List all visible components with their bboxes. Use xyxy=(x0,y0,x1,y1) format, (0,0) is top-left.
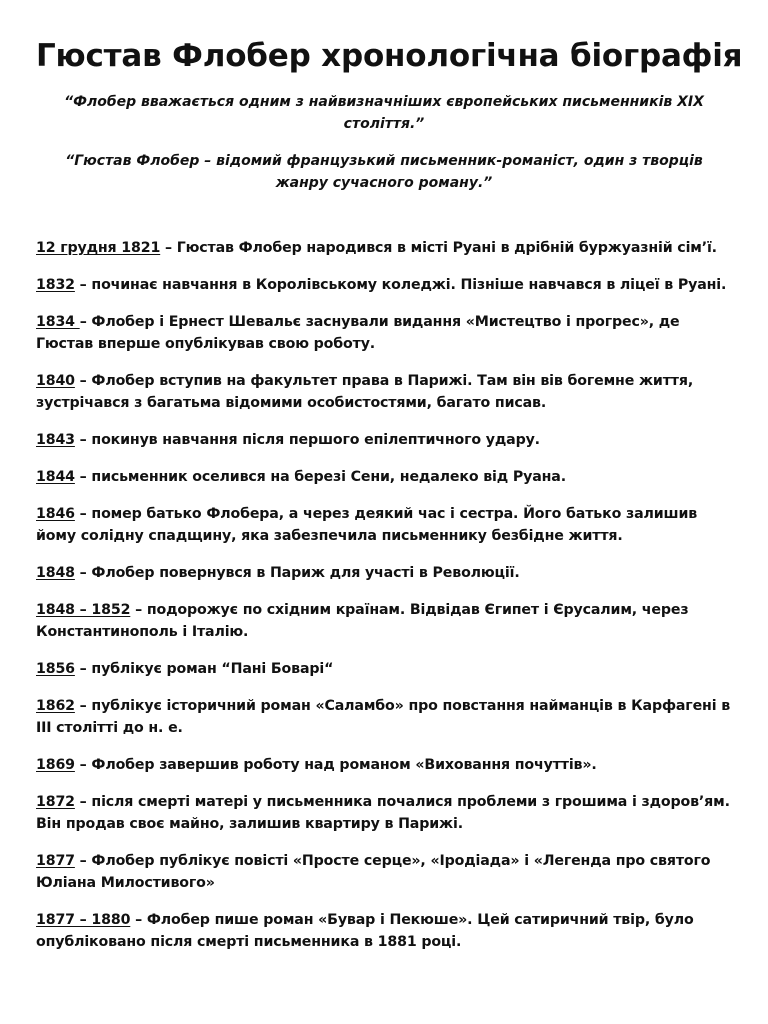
timeline-date: 1844 xyxy=(36,469,75,485)
timeline-date: 1877 xyxy=(36,853,75,869)
quote-2: “Гюстав Флобер – відомий французький письменник-романіст, один з творців жанру сучасного роману.” xyxy=(65,153,703,191)
timeline-text: – після смерті матері у письменника почалися проблеми з грошима і здоров’ям. Він продав своє майно, залишив квартиру в Парижі. xyxy=(36,794,730,832)
timeline-entry-1856 xyxy=(36,658,732,680)
timeline-date: 1834 xyxy=(36,314,80,330)
timeline-text: – публікує роман “Пані Боварі“ xyxy=(74,661,334,677)
timeline-entry-1821 xyxy=(36,237,732,259)
timeline-entry-1843 xyxy=(36,429,732,451)
timeline-text: – Флобер завершив роботу над романом «Виховання почуттів». xyxy=(74,757,597,773)
timeline-text: – письменник оселився на березі Сени, недалеко від Руана. xyxy=(74,469,566,485)
timeline-date: 1877 – 1880 xyxy=(36,912,131,928)
timeline-date: 1856 xyxy=(36,661,75,677)
timeline-entry-1834 xyxy=(36,311,732,355)
timeline-text: – Флобер повернувся в Париж для участі в Революції. xyxy=(74,565,520,581)
timeline-entry-1872 xyxy=(36,791,732,835)
timeline-text: – Флобер і Ернест Шевальє заснували видання «Мистецтво і прогрес», де Гюстав вперше опублікував свою роботу. xyxy=(36,314,680,352)
timeline-entry-1848 xyxy=(36,562,732,584)
timeline-entry-1844 xyxy=(36,466,732,488)
timeline-date: 12 грудня 1821 xyxy=(36,240,161,256)
timeline-entry-1869 xyxy=(36,754,732,776)
timeline-list xyxy=(36,237,732,953)
timeline-date: 1846 xyxy=(36,506,75,522)
timeline-entry-1877-1880 xyxy=(36,909,732,953)
page-title: Гюстав Флобер хронологічна біографія xyxy=(36,38,743,74)
timeline-entry-1846 xyxy=(36,503,732,547)
timeline-date: 1869 xyxy=(36,757,75,773)
timeline-text: – Флобер вступив на факультет права в Парижі. Там він вів богемне життя, зустрічався з багатьма відомими особистостями, багато писав. xyxy=(36,373,694,411)
quote-1: “Флобер вважається одним з найвизначніших європейських письменників XIX століття.” xyxy=(64,94,704,132)
timeline-entry-1877 xyxy=(36,850,732,894)
timeline-text: – покинув навчання після першого епілептичного удару. xyxy=(74,432,540,448)
timeline-date: 1848 – 1852 xyxy=(36,602,131,618)
timeline-entry-1840 xyxy=(36,370,732,414)
timeline-text: – подорожує по східним країнам. Відвідав Єгипет і Єрусалим, через Константинополь і Італію. xyxy=(36,602,689,640)
timeline-text: – Флобер пише роман «Бувар і Пекюше». Цей сатиричний твір, було опубліковано після смерті письменника в 1881 році. xyxy=(36,912,694,950)
timeline-text: – Гюстав Флобер народився в місті Руані в дрібній буржуазній сім’ї. xyxy=(160,240,717,256)
timeline-date: 1843 xyxy=(36,432,75,448)
timeline-text: – починає навчання в Королівському коледжі. Пізніше навчався в ліцеї в Руані. xyxy=(74,277,727,293)
timeline-date: 1832 xyxy=(36,277,75,293)
timeline-entry-1832 xyxy=(36,274,732,296)
timeline-text: – Флобер публікує повісті «Просте серце», «Іродіада» і «Легенда про святого Юліана Милостивого» xyxy=(36,853,711,891)
timeline-date: 1840 xyxy=(36,373,75,389)
timeline-text: – публікує історичний роман «Саламбо» про повстання найманців в Карфагені в III столітті до н. е. xyxy=(36,698,731,736)
timeline-text: – помер батько Флобера, а через деякий час і сестра. Його батько залишив йому солідну спадщину, яка забезпечила письменнику безбідне життя. xyxy=(36,506,698,544)
timeline-date: 1872 xyxy=(36,794,75,810)
timeline-entry-1848-1852 xyxy=(36,599,732,643)
timeline-date: 1862 xyxy=(36,698,75,714)
timeline-entry-1862 xyxy=(36,695,732,739)
timeline-date: 1848 xyxy=(36,565,75,581)
